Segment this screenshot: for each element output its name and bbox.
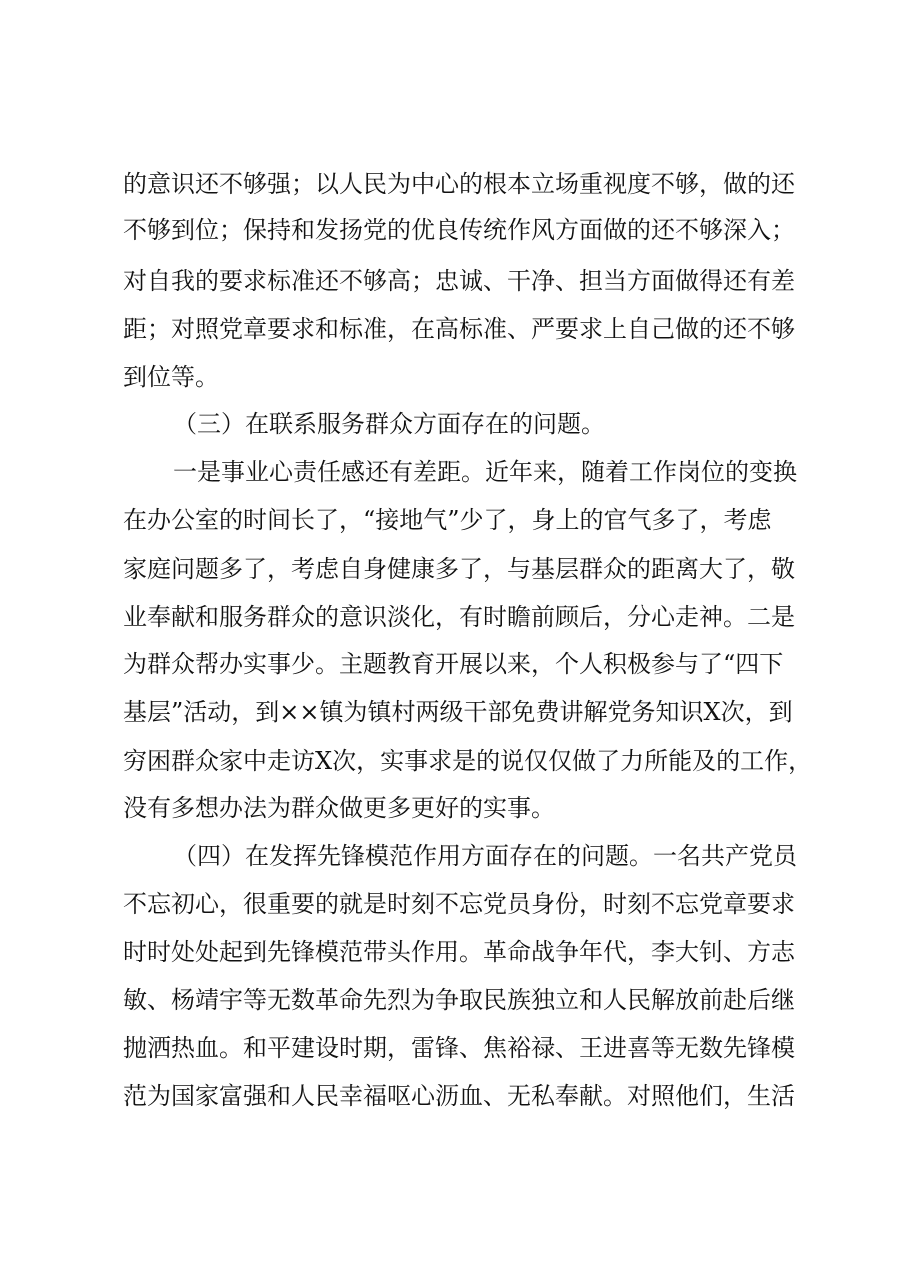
body-text-line: 基层”活动，到××镇为镇村两级干部免费讲解党务知识X次，到 bbox=[123, 698, 793, 726]
section-heading: （三）在联系服务群众方面存在的问题。 bbox=[173, 410, 605, 438]
body-text-line: 范为国家富强和人民幸福呕心沥血、无私奉献。对照他们，生活 bbox=[123, 1082, 795, 1110]
body-text-line: 不忘初心，很重要的就是时刻不忘党员身份，时刻不忘党章要求 bbox=[123, 890, 795, 918]
body-text-line: 的意识还不够强；以人民为中心的根本立场重视度不够，做的还 bbox=[123, 170, 795, 198]
body-text-line: 在办公室的时间长了，“接地气”少了，身上的官气多了，考虑 bbox=[123, 506, 772, 534]
section-heading: （四）在发挥先锋模范作用方面存在的问题。一名共产党员 bbox=[173, 842, 797, 870]
body-text-line: 家庭问题多了，考虑自身健康多了，与基层群众的距离大了，敬 bbox=[123, 555, 795, 583]
body-text-line: 到位等。 bbox=[123, 363, 219, 391]
body-text-line: 业奉献和服务群众的意识淡化，有时瞻前顾后，分心走神。二是 bbox=[123, 603, 795, 631]
body-text-line: 穷困群众家中走访X次，实事求是的说仅仅做了力所能及的工作， bbox=[123, 747, 813, 775]
body-text-line: 一是事业心责任感还有差距。近年来，随着工作岗位的变换 bbox=[173, 458, 797, 486]
body-text-line: 对自我的要求标准还不够高；忠诚、干净、担当方面做得还有差 bbox=[123, 267, 795, 295]
body-text-line: 距；对照党章要求和标准，在高标准、严要求上自己做的还不够 bbox=[123, 315, 795, 343]
body-text-line: 不够到位；保持和发扬党的优良传统作风方面做的还不够深入； bbox=[123, 216, 795, 244]
body-text-line: 时时处处起到先锋模范带头作用。革命战争年代，李大钊、方志 bbox=[123, 938, 795, 966]
body-text-line: 抛洒热血。和平建设时期，雷锋、焦裕禄、王进喜等无数先锋模 bbox=[123, 1034, 795, 1062]
body-text-line: 没有多想办法为群众做更多更好的实事。 bbox=[123, 794, 555, 822]
body-text-line: 敏、杨靖宇等无数革命先烈为争取民族独立和人民解放前赴后继 bbox=[123, 986, 795, 1014]
body-text-line: 为群众帮办实事少。主题教育开展以来，个人积极参与了“四下 bbox=[123, 650, 784, 678]
